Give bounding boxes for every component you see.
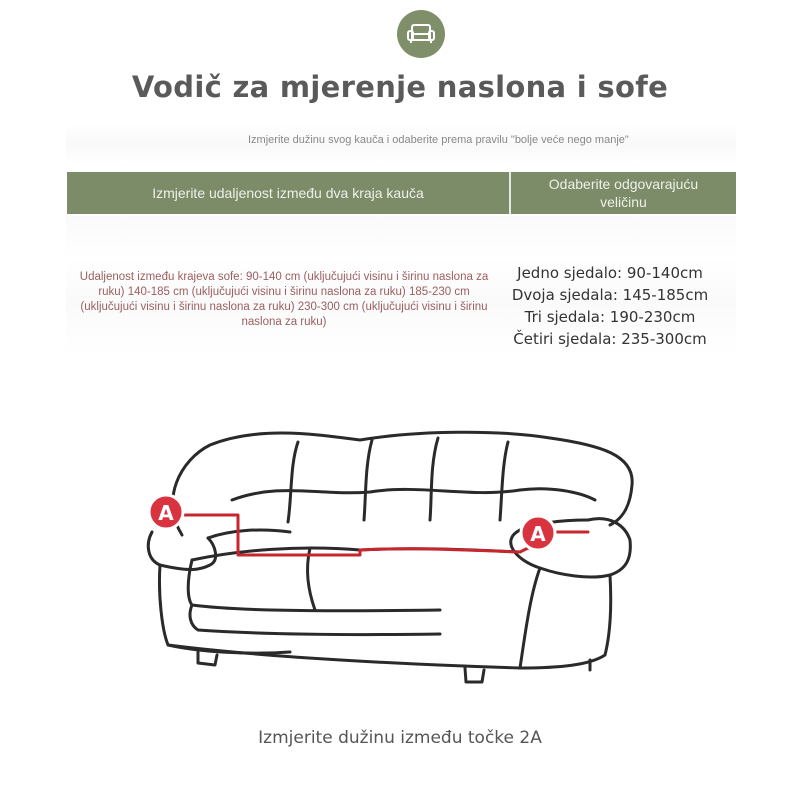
measurement-description: Udaljenost između krajeva sofe: 90-140 cm (uključujući visinu i širinu naslona za ruku) 140-185 cm (uključujući visinu i širinu naslona za ruku) 185-230 cm (uključujući visinu i širinu naslona za ruku) 230-300 cm (uključujući visinu i širinu naslona za ruku) [79,271,489,328]
column-header-size: Odaberite odgovarajuću veličinu [548,176,699,210]
marker-a-left [149,495,183,529]
subtitle: Izmjerite dužinu svog kauča i odaberite prema pravilu "bolje veće nego manje" [248,134,629,146]
marker-label: A [158,501,174,525]
size-item: Četiri sjedala: 235-300cm [513,330,707,348]
size-item: Tri sjedala: 190-230cm [524,308,696,326]
marker-a-right [521,516,555,550]
logo-badge [397,10,445,58]
caption: Izmjerite dužinu između točke 2A [258,728,542,748]
column-header-measure: Izmjerite udaljenost između dva kraja kauča [67,172,511,214]
page-title: Vodič za mjerenje naslona i sofe [131,70,669,104]
sofa-diagram [120,420,660,690]
size-item: Jedno sjedalo: 90-140cm [517,264,703,282]
marker-label: A [530,522,546,546]
size-item: Dvoja sjedala: 145-185cm [511,286,709,304]
size-list [500,262,720,350]
table-header [67,172,736,214]
sofa-icon [406,23,436,45]
